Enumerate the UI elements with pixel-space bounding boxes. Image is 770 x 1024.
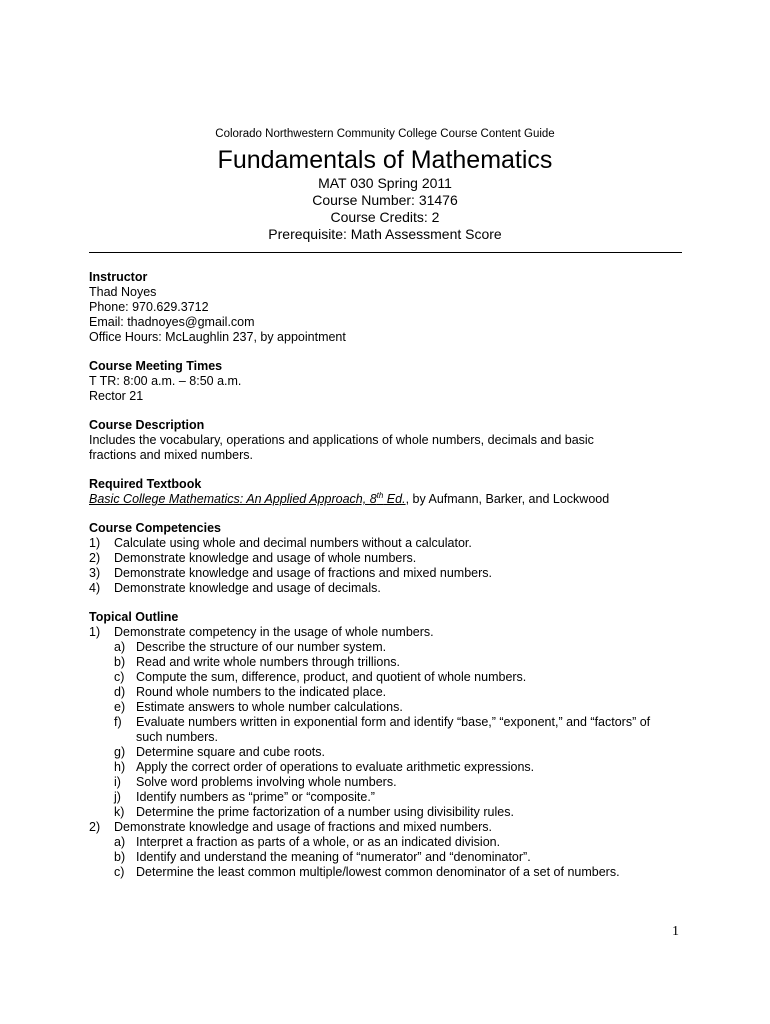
list-text: Demonstrate knowledge and usage of decimals. bbox=[114, 581, 381, 595]
course-credits: Course Credits: 2 bbox=[330, 209, 440, 225]
header-divider bbox=[89, 252, 682, 253]
list-text: Demonstrate competency in the usage of whole numbers. bbox=[114, 625, 434, 639]
sub-list-item bbox=[89, 805, 689, 820]
sub-list-item bbox=[89, 670, 689, 685]
section-heading: Required Textbook bbox=[89, 477, 202, 491]
list-text: Demonstrate knowledge and usage of fractions and mixed numbers. bbox=[114, 820, 492, 834]
sub-list-letter: f) bbox=[114, 715, 122, 729]
sub-list-text: Describe the structure of our number system. bbox=[136, 640, 387, 654]
instructor-name: Thad Noyes bbox=[89, 285, 157, 299]
sub-list-letter: h) bbox=[114, 760, 126, 774]
sub-list-item bbox=[89, 865, 689, 880]
sub-list-letter: c) bbox=[114, 865, 125, 879]
list-number: 3) bbox=[89, 566, 101, 580]
instructor-email: Email: thadnoyes@gmail.com bbox=[89, 315, 255, 329]
description-line: Includes the vocabulary, operations and applications of whole numbers, decimals and basic bbox=[89, 433, 594, 447]
list-item bbox=[89, 566, 689, 581]
competencies-section bbox=[89, 521, 689, 596]
sub-list-letter: a) bbox=[114, 835, 126, 849]
section-heading: Course Meeting Times bbox=[89, 359, 223, 373]
sub-list-letter: i) bbox=[114, 775, 121, 789]
page-number: 1 bbox=[672, 924, 679, 939]
list-item bbox=[89, 625, 689, 640]
sub-list-text: Read and write whole numbers through trillions. bbox=[136, 655, 401, 669]
list-number: 1) bbox=[89, 536, 101, 550]
list-item bbox=[89, 820, 689, 835]
sub-list-text: Round whole numbers to the indicated place. bbox=[136, 685, 387, 699]
textbook-authors: , by Aufmann, Barker, and Lockwood bbox=[405, 492, 610, 506]
list-text: Demonstrate knowledge and usage of fractions and mixed numbers. bbox=[114, 566, 492, 580]
description-line: fractions and mixed numbers. bbox=[89, 448, 253, 462]
section-heading: Course Competencies bbox=[89, 521, 221, 535]
sub-list-letter: d) bbox=[114, 685, 126, 699]
sub-list-letter: b) bbox=[114, 655, 126, 669]
list-text: Calculate using whole and decimal numbers without a calculator. bbox=[114, 536, 472, 550]
sub-list-item bbox=[89, 700, 689, 715]
sub-list-letter: g) bbox=[114, 745, 126, 759]
list-number: 4) bbox=[89, 581, 101, 595]
meeting-section bbox=[89, 359, 689, 404]
sub-list-text: Compute the sum, difference, product, and quotient of whole numbers. bbox=[136, 670, 527, 684]
sub-list-text: Apply the correct order of operations to evaluate arithmetic expressions. bbox=[136, 760, 535, 774]
course-code: MAT 030 Spring 2011 bbox=[318, 175, 452, 191]
sub-list-text: Estimate answers to whole number calculations. bbox=[136, 700, 403, 714]
sub-list-item bbox=[89, 790, 689, 805]
list-text: Demonstrate knowledge and usage of whole numbers. bbox=[114, 551, 417, 565]
outline-section bbox=[89, 610, 689, 880]
list-item bbox=[89, 581, 689, 596]
course-title: Fundamentals of Mathematics bbox=[217, 146, 553, 174]
list-number: 2) bbox=[89, 551, 101, 565]
description-section bbox=[89, 418, 689, 463]
textbook-edition-suffix: th bbox=[376, 490, 384, 500]
sub-list-item bbox=[89, 640, 689, 655]
sub-list-item bbox=[89, 715, 689, 745]
textbook-title bbox=[89, 492, 406, 506]
list-item bbox=[89, 536, 689, 551]
meeting-room: Rector 21 bbox=[89, 389, 144, 403]
section-heading: Instructor bbox=[89, 270, 148, 284]
sub-list-text: Identify and understand the meaning of “numerator” and “denominator”. bbox=[136, 850, 531, 864]
list-number: 1) bbox=[89, 625, 101, 639]
instructor-office-hours: Office Hours: McLaughlin 237, by appointment bbox=[89, 330, 346, 344]
sub-list-item bbox=[89, 745, 689, 760]
section-heading: Course Description bbox=[89, 418, 205, 432]
sub-list-letter: j) bbox=[114, 790, 121, 804]
sub-list-item bbox=[89, 655, 689, 670]
section-heading: Topical Outline bbox=[89, 610, 179, 624]
sub-list-text: Identify numbers as “prime” or “composite.” bbox=[136, 790, 375, 804]
meeting-time: T TR: 8:00 a.m. – 8:50 a.m. bbox=[89, 374, 242, 388]
instructor-phone: Phone: 970.629.3712 bbox=[89, 300, 209, 314]
sub-list-letter: k) bbox=[114, 805, 125, 819]
sub-list-text: Evaluate numbers written in exponential form and identify “base,” “exponent,” and “factors” of such numbers. bbox=[136, 715, 651, 744]
sub-list-text: Determine the least common multiple/lowest common denominator of a set of numbers. bbox=[136, 865, 620, 879]
sub-list-text: Interpret a fraction as parts of a whole, or as an indicated division. bbox=[136, 835, 501, 849]
sub-list-item bbox=[89, 850, 689, 865]
sub-list-text: Determine square and cube roots. bbox=[136, 745, 325, 759]
document-body bbox=[89, 270, 689, 894]
sub-list-letter: e) bbox=[114, 700, 126, 714]
sub-list-letter: c) bbox=[114, 670, 125, 684]
sub-list-letter: a) bbox=[114, 640, 126, 654]
sub-list-letter: b) bbox=[114, 850, 126, 864]
course-number: Course Number: 31476 bbox=[312, 192, 458, 208]
document-header bbox=[0, 127, 770, 243]
list-item bbox=[89, 551, 689, 566]
textbook-title-main: Basic College Mathematics: An Applied Approach, 8 bbox=[89, 492, 377, 506]
textbook-title-end: Ed. bbox=[383, 492, 406, 506]
sub-list-item bbox=[89, 775, 689, 790]
sub-list-item bbox=[89, 760, 689, 775]
textbook-section bbox=[89, 477, 689, 507]
textbook-citation bbox=[89, 492, 689, 507]
guide-label: Colorado Northwestern Community College Course Content Guide bbox=[215, 128, 555, 140]
list-number: 2) bbox=[89, 820, 101, 834]
course-prerequisite: Prerequisite: Math Assessment Score bbox=[268, 226, 502, 242]
instructor-section bbox=[89, 270, 689, 345]
sub-list-item bbox=[89, 685, 689, 700]
sub-list-item bbox=[89, 835, 689, 850]
sub-list-text: Solve word problems involving whole numbers. bbox=[136, 775, 397, 789]
sub-list-text: Determine the prime factorization of a number using divisibility rules. bbox=[136, 805, 514, 819]
